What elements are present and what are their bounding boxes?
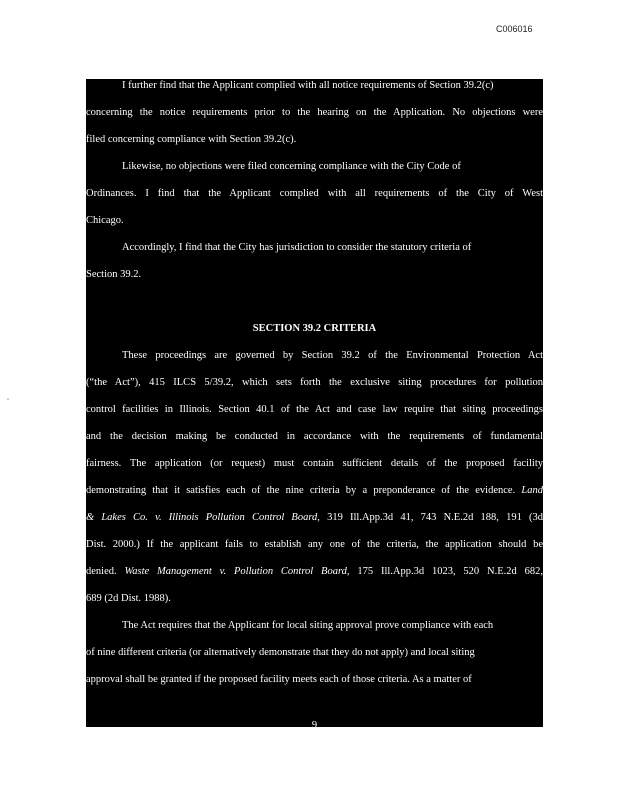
paragraph-line: and the decision making be conducted in accordance with the requirements of fundamental [86,431,543,442]
bates-number: C006016 [496,24,533,34]
paragraph-line: These proceedings are governed by Section 39.2 of the Environmental Protection Act [122,350,543,361]
paragraph-line: control facilities in Illinois. Section 40.1 of the Act and case law require that siting proceedings [86,404,543,415]
paragraph-line: approval shall be granted if the proposed facility meets each of those criteria. As a matter of [86,674,472,685]
paragraph-line [86,484,543,497]
paragraph-line: filed concerning compliance with Section 39.2(c). [86,134,297,145]
document-page [86,79,543,731]
paragraph-line: Likewise, no objections were filed concerning compliance with the City Code of [122,161,461,172]
paragraph-line: fairness. The application (or request) must contain sufficient details of the proposed facility [86,458,543,469]
line-text: 175 Ill.App.3d 1023, 520 N.E.2d 682, [349,566,543,577]
paragraph-line: Accordingly, I find that the City has jurisdiction to consider the statutory criteria of [122,242,472,253]
paragraph-line: 689 (2d Dist. 1988). [86,593,171,604]
case-citation: Waste Management v. Pollution Control Board, [124,566,350,577]
margin-speck [7,398,9,400]
paragraph-line [86,511,543,524]
page-number: 9 [311,720,318,731]
case-citation: Land [521,485,543,496]
line-text: 319 Ill.App.3d 41, 743 N.E.2d 188, 191 (3d [319,512,543,523]
paragraph-line: Chicago. [86,215,124,226]
paragraph-line: Section 39.2. [86,269,142,280]
line-text: denied. [86,566,125,577]
paragraph-line: Ordinances. I find that the Applicant complied with all requirements of the City of West [86,188,543,199]
case-citation: & Lakes Co. v. Illinois Pollution Control Board, [86,512,320,523]
paragraph-line: of nine different criteria (or alternatively demonstrate that they do not apply) and local siting [86,647,475,658]
paragraph-line: Dist. 2000.) If the applicant fails to establish any one of the criteria, the application should be [86,539,543,550]
paragraph-line: The Act requires that the Applicant for local siting approval prove compliance with each [122,620,494,631]
paragraph-line: concerning the notice requirements prior to the hearing on the Application. No objections were [86,107,543,118]
paragraph-line: I further find that the Applicant complied with all notice requirements of Section 39.2(c) [122,80,494,91]
line-text: demonstrating that it satisfies each of the nine criteria by a preponderance of the evidence. [86,485,516,496]
paragraph-line: (“the Act”), 415 ILCS 5/39.2, which sets forth the exclusive siting procedures for pollution [86,377,543,388]
paragraph-line [86,565,543,578]
section-heading: SECTION 39.2 CRITERIA [252,323,377,334]
